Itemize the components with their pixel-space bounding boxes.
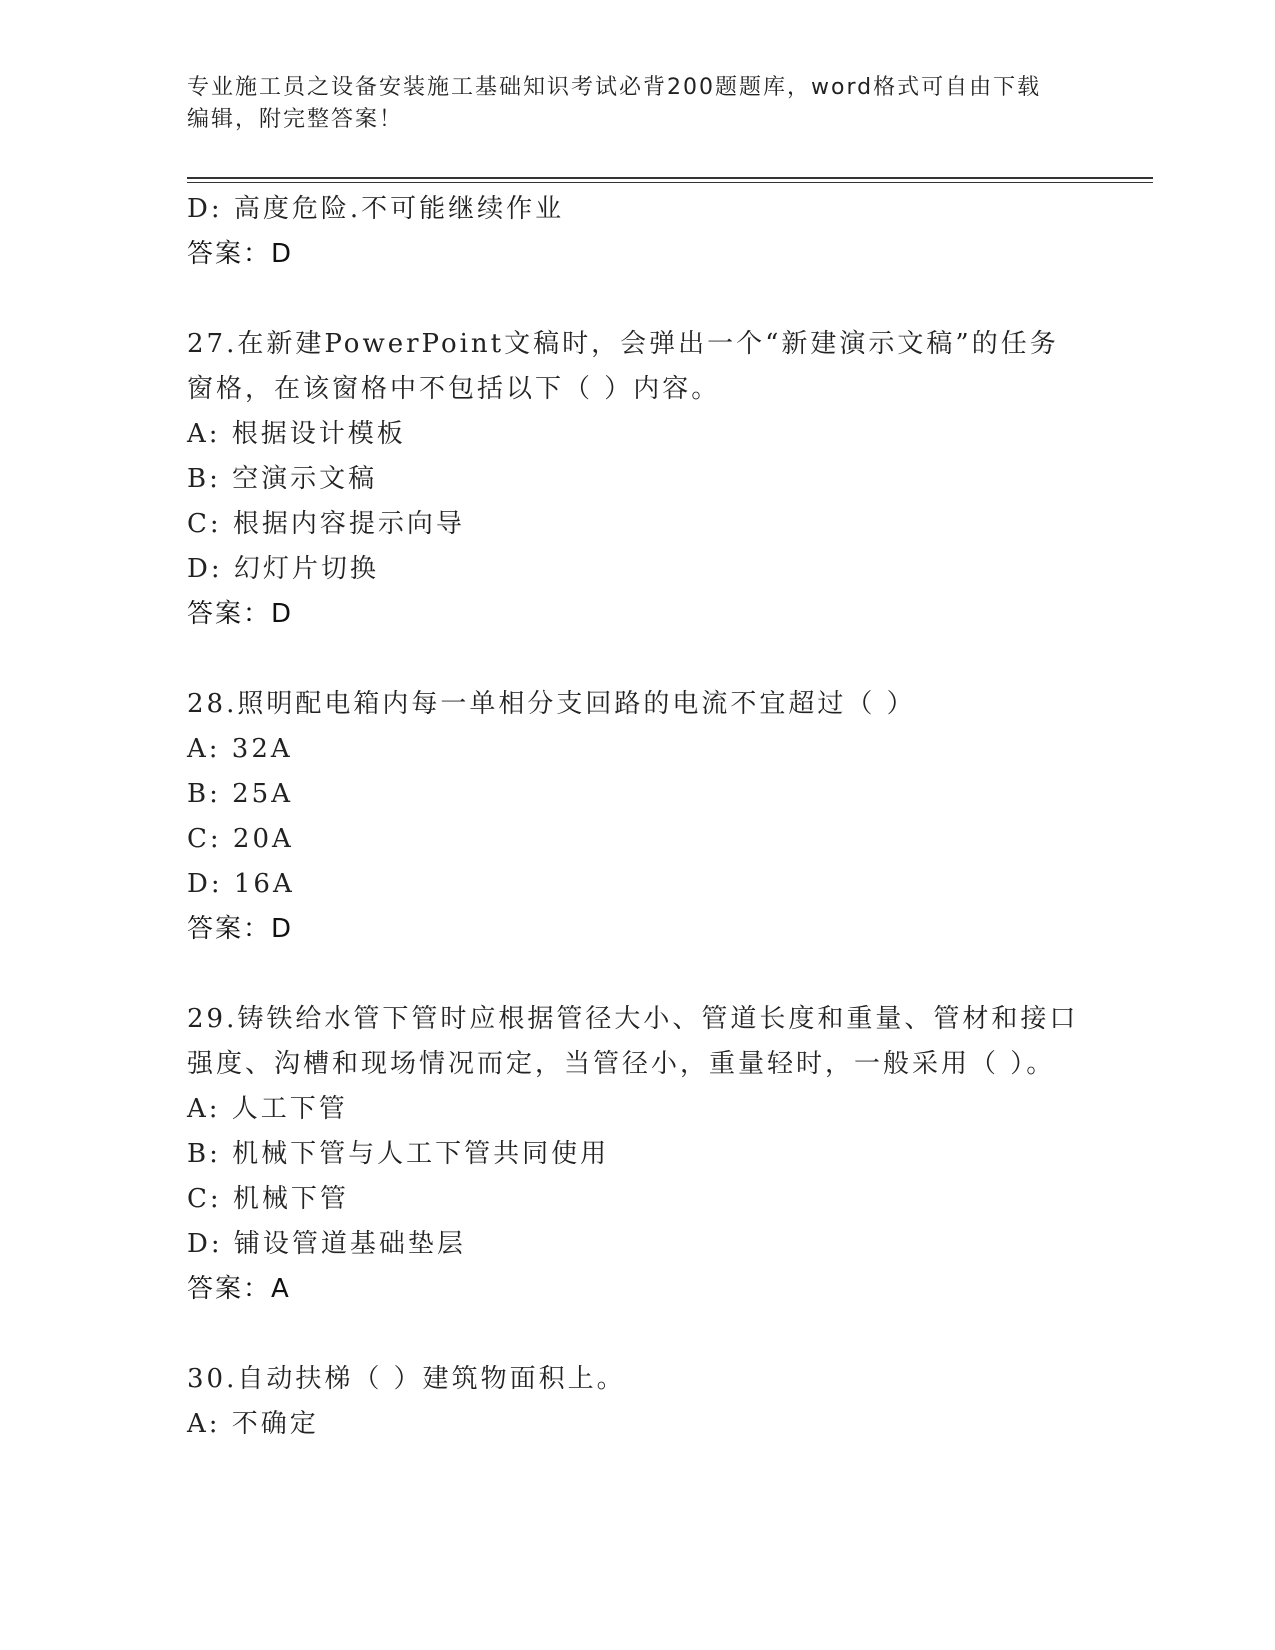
- answer-line: 答案：D: [187, 239, 294, 269]
- answer-line: 答案：A: [187, 1274, 291, 1304]
- spacer: [187, 277, 1087, 322]
- question-26-tail: [187, 187, 1087, 277]
- option-a: A: 根据设计模板: [187, 419, 406, 449]
- document-header: [187, 72, 1067, 136]
- option-b: B: 25A: [187, 779, 293, 809]
- spacer: [187, 1312, 1087, 1357]
- option-d: D: 高度危险.不可能继续作业: [187, 194, 565, 224]
- question-29: [187, 997, 1087, 1312]
- option-c: C: 根据内容提示向导: [187, 509, 465, 539]
- question-list: [187, 187, 1087, 1447]
- option-b: B: 空演示文稿: [187, 464, 378, 494]
- question-text-line-1: 29.铸铁给水管下管时应根据管径大小、管道长度和重量、管材和接口: [187, 1004, 1079, 1034]
- question-text-line-1: 30.自动扶梯（ ）建筑物面积上。: [187, 1364, 626, 1394]
- question-text-line-2: 窗格，在该窗格中不包括以下（ ）内容。: [187, 374, 721, 404]
- option-a: A: 人工下管: [187, 1094, 348, 1124]
- spacer: [187, 952, 1087, 997]
- question-text-line-2: 强度、沟槽和现场情况而定，当管径小，重量轻时，一般采用（ ）。: [187, 1049, 1056, 1079]
- header-divider-thick: [187, 177, 1153, 179]
- answer-line: 答案：D: [187, 914, 294, 944]
- option-a: A: 不确定: [187, 1409, 319, 1439]
- question-28: [187, 682, 1087, 952]
- answer-line: 答案：D: [187, 599, 294, 629]
- question-27: [187, 322, 1087, 637]
- question-30: [187, 1357, 1087, 1447]
- option-c: C: 20A: [187, 824, 294, 854]
- question-text-line-1: 27.在新建PowerPoint文稿时，会弹出一个“新建演示文稿”的任务: [187, 329, 1059, 359]
- question-text-line-1: 28.照明配电箱内每一单相分支回路的电流不宜超过（ ）: [187, 689, 916, 719]
- option-a: A: 32A: [187, 734, 293, 764]
- spacer: [187, 637, 1087, 682]
- option-d: D: 16A: [187, 869, 295, 899]
- option-c: C: 机械下管: [187, 1184, 349, 1214]
- header-divider-thin: [187, 182, 1153, 183]
- header-title-line-1: 专业施工员之设备安装施工基础知识考试必背200题题库，word格式可自由下载: [187, 75, 1042, 100]
- option-d: D: 铺设管道基础垫层: [187, 1229, 466, 1259]
- option-b: B: 机械下管与人工下管共同使用: [187, 1139, 610, 1169]
- header-title-line-2: 编辑，附完整答案！: [187, 107, 404, 132]
- option-d: D: 幻灯片切换: [187, 554, 379, 584]
